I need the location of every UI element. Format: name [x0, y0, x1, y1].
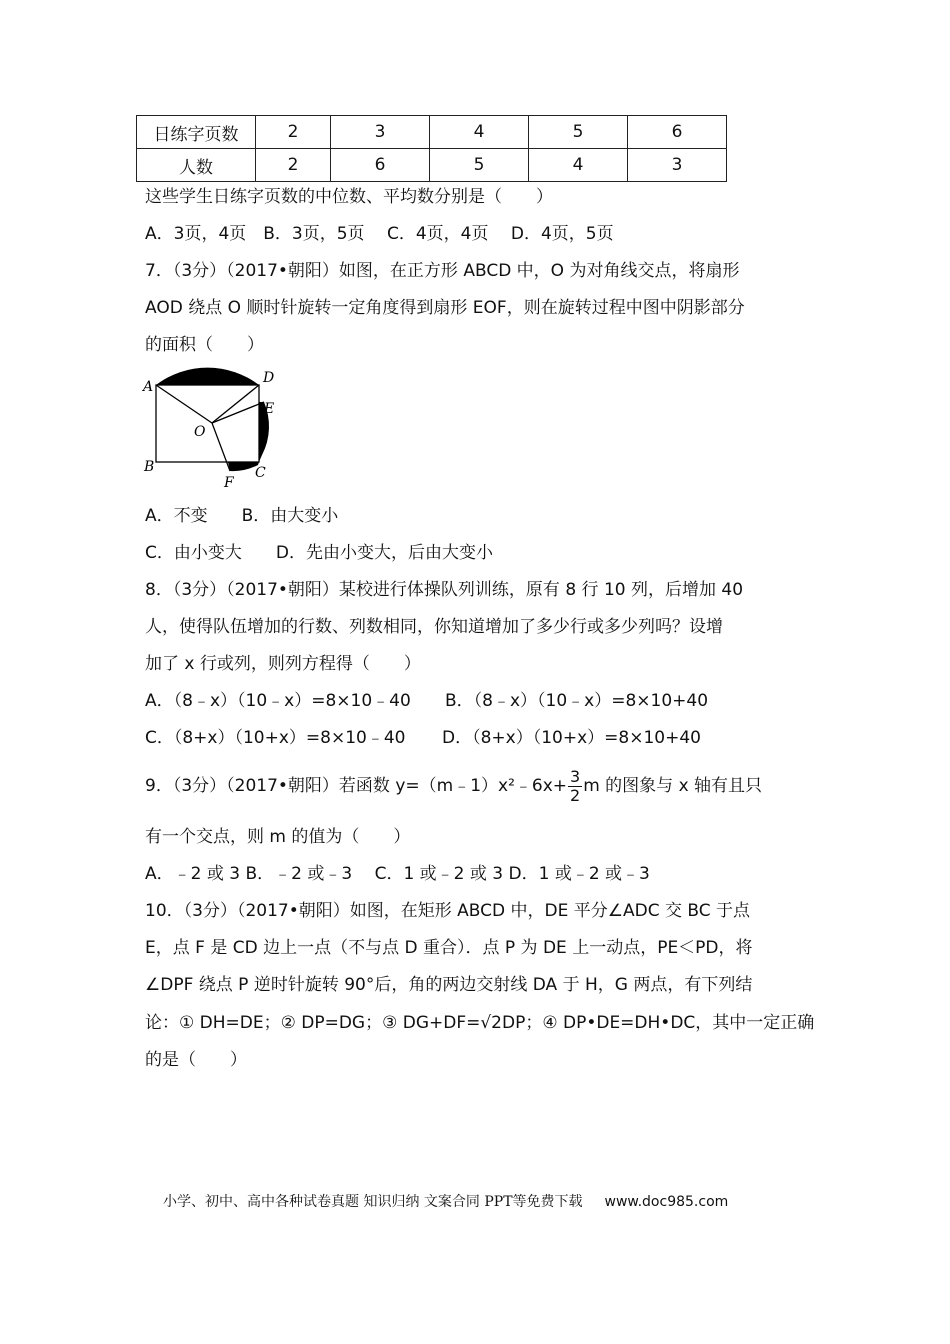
- label-b: B: [144, 459, 155, 475]
- q10-line-5: 的是（ ）: [145, 1050, 247, 1070]
- q10-line-4: 论：① DH=DE；② DP=DG；③ DG+DF=√2DP；④ DP•DE=DH•DC，其中一定正确: [145, 1013, 815, 1033]
- table-cell: 2: [256, 116, 331, 149]
- q6-options: A．3页，4页 B．3页，5页 C．4页，4页 D．4页，5页: [145, 224, 614, 244]
- label-e: E: [264, 401, 275, 417]
- q10-line-3: ∠DPF 绕点 P 逆时针旋转 90°后，角的两边交射线 DA 于 H，G 两点，有下列结: [145, 975, 753, 995]
- q6-stem: 这些学生日练字页数的中位数、平均数分别是（ ）: [145, 187, 553, 207]
- table-cell: 2: [256, 149, 331, 182]
- q7-options-2: C．由小变大 D．先由小变大，后由大变小: [145, 543, 493, 563]
- table-cell: 6: [628, 116, 727, 149]
- fraction: [568, 768, 582, 805]
- fraction-denominator: 2: [570, 785, 581, 805]
- label-f: F: [224, 475, 234, 491]
- q8-line-3: 加了 x 行或列，则列方程得（ ）: [145, 654, 421, 674]
- q8-line-1: 8．（3分）（2017•朝阳）某校进行体操队列训练，原有 8 行 10 列，后增加 40: [145, 580, 744, 600]
- label-o: O: [194, 424, 206, 440]
- q9-text-before: 9．（3分）（2017•朝阳）若函数 y=（m﹣1）x²﹣6x+: [145, 776, 568, 796]
- q8-line-2: 人，使得队伍增加的行数、列数相同，你知道增加了多少行或多少列吗？设增: [145, 617, 723, 637]
- q10-line-2: E，点 F 是 CD 边上一点（不与点 D 重合）．点 P 为 DE 上一动点，PE＜PD，将: [145, 938, 753, 958]
- footer-text: 小学、初中、高中各种试卷真题 知识归纳 文案合同 PPT等免费下载: [163, 1194, 583, 1210]
- q8-option-c: C．（8+x）（10+x）=8×10﹣40: [145, 728, 406, 748]
- page-footer: [163, 1191, 728, 1211]
- footer-url[interactable]: www.doc985.com: [604, 1194, 729, 1210]
- q9-options: A．﹣2 或 3 B．﹣2 或﹣3 C．1 或﹣2 或 3 D．1 或﹣2 或﹣3: [145, 864, 650, 884]
- table-cell: 4: [430, 116, 529, 149]
- q9-line-2: 有一个交点，则 m 的值为（ ）: [145, 827, 411, 847]
- table-cell: 3: [628, 149, 727, 182]
- label-c: C: [255, 465, 266, 481]
- q8-option-d: D．（8+x）（10+x）=8×10+40: [442, 728, 701, 748]
- data-table: [136, 115, 727, 182]
- label-a: A: [143, 379, 154, 395]
- table-cell: 6: [331, 149, 430, 182]
- table-header-cell: 人数: [137, 149, 256, 182]
- q9-line-1: [145, 766, 762, 806]
- q7-options-1: A．不变 B．由大变小: [145, 506, 339, 526]
- table-row: [137, 149, 727, 182]
- q10-line-1: 10．（3分）（2017•朝阳）如图，在矩形 ABCD 中，DE 平分∠ADC 交 BC 于点: [145, 901, 751, 921]
- shaded-segment-top: [156, 368, 259, 385]
- q7-line-2: AOD 绕点 O 顺时针旋转一定角度得到扇形 EOF，则在旋转过程中图中阴影部分: [145, 298, 745, 318]
- square-sector-figure: [140, 365, 300, 495]
- table-cell: 4: [529, 149, 628, 182]
- table-row: [137, 116, 727, 149]
- fraction-numerator: 3: [570, 766, 581, 786]
- table-cell: 5: [430, 149, 529, 182]
- table-cell: 5: [529, 116, 628, 149]
- q7-line-3: 的面积（ ）: [145, 335, 264, 355]
- square-abcd: [156, 385, 259, 462]
- label-d: D: [263, 370, 275, 386]
- q8-option-a: A．（8﹣x）（10﹣x）=8×10﹣40: [145, 691, 411, 711]
- q8-option-b: B．（8﹣x）（10﹣x）=8×10+40: [445, 691, 709, 711]
- q9-text-after: m 的图象与 x 轴有且只: [583, 776, 763, 796]
- table-header-cell: 日练字页数: [137, 116, 256, 149]
- q7-line-1: 7．（3分）（2017•朝阳）如图，在正方形 ABCD 中，O 为对角线交点，将扇形: [145, 261, 740, 281]
- table-cell: 3: [331, 116, 430, 149]
